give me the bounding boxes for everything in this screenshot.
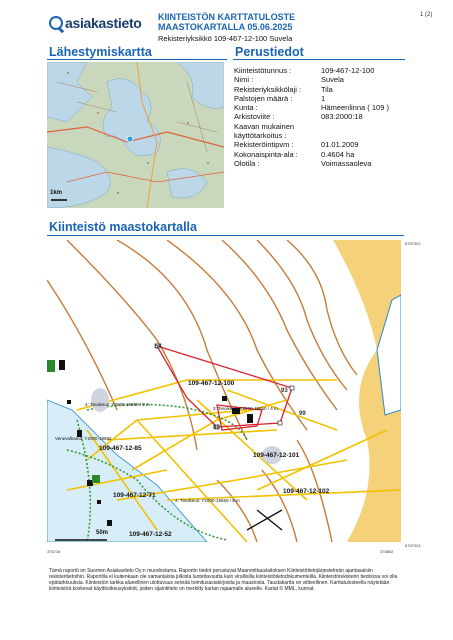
title-line-1: KIINTEISTÖN KARTTATULOSTE: [158, 12, 296, 22]
topo-map: [47, 240, 401, 542]
coord-bottom-mid: 376852: [380, 549, 394, 554]
info-value: 0.4604 ha: [321, 149, 355, 159]
info-row: [234, 159, 389, 168]
info-row: [234, 140, 389, 149]
overview-map: [47, 62, 224, 208]
road-label-1: 4: Tieoikeus: Y2000-19650 / 8 m: [85, 402, 150, 407]
road-label-3: Venevalkama: Y2000-19655: [55, 436, 112, 441]
topo-map-heading: Kiinteistö maastokartalla: [49, 220, 197, 234]
parcel-label-85: 109-467-12-85: [99, 445, 142, 452]
logo-text: asiakastieto: [65, 15, 142, 31]
info-row: [234, 103, 389, 112]
info-row: [234, 66, 389, 75]
road-label-2: 3: Tieoikeus: Y2000-19650 / 4 m: [213, 406, 278, 411]
basic-info-heading: Perustiedot: [235, 45, 304, 59]
info-label: Olotila :: [234, 158, 260, 168]
info-value: 109-467-12-100: [321, 66, 375, 75]
report-subtitle: Rekisteriyksikkö 109-467-12-100 Suvela: [158, 34, 293, 43]
point-93: 93: [281, 388, 288, 394]
info-label: Kiinteistötunnus :: [234, 66, 292, 75]
topo-map-rule: [47, 235, 404, 236]
info-row: [234, 112, 389, 121]
basic-info-table: [234, 66, 389, 168]
info-row: [234, 131, 389, 140]
info-label: Kunta :: [234, 103, 258, 113]
info-row: [234, 75, 389, 84]
info-label: Rekisteröintipvm :: [234, 140, 294, 150]
topo-map-graphic: [47, 240, 401, 542]
info-label: Nimi :: [234, 75, 254, 85]
basic-info-rule: [233, 59, 405, 60]
parcel-label-71: 109-467-12-71: [113, 492, 156, 499]
info-value: Voimassaoleva: [321, 158, 372, 168]
coord-bottom-right: 6797224: [405, 543, 421, 548]
coord-top-right: 6797302: [405, 241, 421, 246]
info-row: [234, 122, 389, 131]
asiakastieto-logo: [49, 14, 142, 32]
info-row: [234, 85, 389, 94]
parcel-label-52: 109-467-12-52: [129, 531, 172, 538]
info-label: Palstojen määrä :: [234, 93, 293, 103]
point-88: 88: [213, 425, 220, 431]
overview-heading: Lähestymiskartta: [49, 45, 152, 59]
parcel-label-101: 109-467-12-101: [253, 452, 300, 459]
info-label: Kaavan mukainen: [234, 121, 295, 131]
info-value: Hämeenlinna ( 109 ): [321, 103, 389, 113]
info-value: 01.01.2009: [321, 140, 359, 150]
info-value: Suvela: [321, 75, 344, 85]
parcel-label-main: 109-467-12-100: [188, 380, 235, 387]
parcel-label-102: 109-467-12-102: [283, 488, 330, 495]
overview-map-graphic: [47, 62, 224, 208]
point-54: 54: [155, 344, 162, 350]
info-value: 083:2000:18: [321, 112, 363, 122]
info-label: Kokonaispinta-ala :: [234, 149, 298, 159]
overview-rule: [47, 59, 227, 60]
page-number: 1 (2): [420, 12, 433, 18]
info-label: Rekisteriyksikkölaji :: [234, 84, 302, 94]
info-label: käyttötarkoitus :: [234, 131, 287, 141]
overview-scale-label: 1km: [50, 190, 63, 196]
coord-bottom-left: 376716: [47, 549, 61, 554]
report-title: [158, 12, 295, 32]
info-row: [234, 94, 389, 103]
info-label: Arkistoviite :: [234, 112, 275, 122]
info-value: 1: [321, 93, 326, 103]
topo-scale-label: 50m: [96, 530, 109, 536]
title-line-2: MAASTOKARTALLA 05.06.2025: [158, 22, 293, 32]
magnifier-icon: [49, 16, 63, 30]
road-label-4: 4: Tieoikeus: Y2000-19650 / 8 m: [175, 498, 240, 503]
point-99: 99: [299, 411, 306, 417]
disclaimer-text: Tämä raportti on Suomen Asiakastieto Oy:n muodostama. Raportin tiedot perustuvat Maanmittauslaitoksen Kiinteistötietojärjestelmän ajantasaisiin rekisteritietoihin. Raportilla ei kuitenkaan ole samanlaista julkista luotettavuutta kuin virallisilla kiinteistötietodokumenteilla. Kiinteistörekisterin tiedoissa voi olla epätarkkuuksia. Kiinteistön tarkka alueellinen ulottuvuus selviää toimitusasiakirjoista ja maastosta. Taustakartta on viitteellinen. Karttatulosteella näytetään kiinteistöä koskevat käyttöoikeusyksiköt, joiden sijaintitieto on merkitty kartan rajaamalle alueelle. Kartat © MML, kunnat.: [49, 568, 398, 592]
info-value: Tila: [321, 84, 333, 94]
info-row: [234, 150, 389, 159]
